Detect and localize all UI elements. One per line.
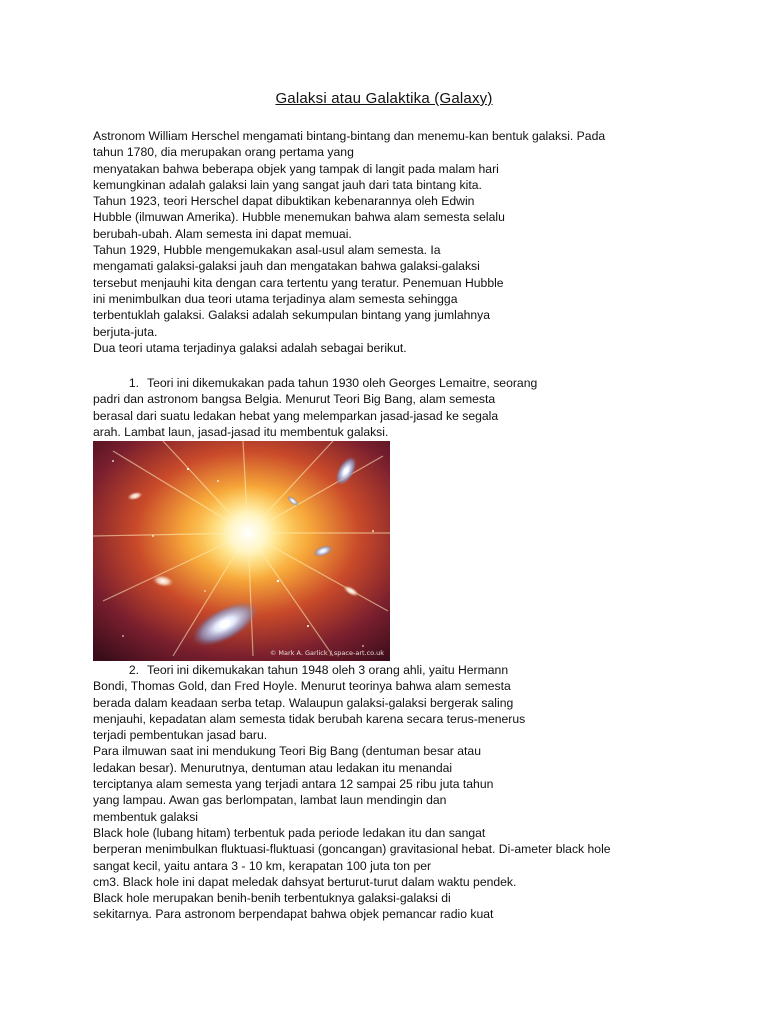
- text-line: Astronom William Herschel mengamati bintang-bintang dan menemu-kan bentuk galaksi. Pada: [93, 129, 606, 143]
- text-line: tahun 1780, dia merupakan orang pertama yang: [93, 145, 354, 160]
- list-item-1: [93, 375, 693, 440]
- text-line: Teori ini dikemukakan pada tahun 1930 oleh Georges Lemaitre, seorang: [147, 376, 538, 390]
- image-credit: © Mark A. Garlick / space-art.co.uk: [269, 649, 384, 657]
- text-line: Hubble (ilmuwan Amerika). Hubble menemukan bahwa alam semesta selalu: [93, 210, 505, 225]
- text-line: Dua teori utama terjadinya galaksi adalah sebagai berikut.: [93, 340, 407, 355]
- text-line: menyatakan bahwa beberapa objek yang tampak di langit pada malam hari: [93, 161, 499, 176]
- text-line: cm3. Black hole ini dapat meledak dahsyat berturut-turut dalam waktu pendek.: [93, 874, 517, 889]
- big-bang-illustration: [93, 441, 390, 661]
- text-line: sangat kecil, yaitu antara 3 - 10 km, kerapatan 100 juta ton per: [93, 858, 432, 873]
- text-line: berjuta-juta.: [93, 324, 158, 339]
- document-title: Galaksi atau Galaktika (Galaxy): [275, 90, 493, 107]
- text-line: Teori ini dikemukakan tahun 1948 oleh 3 orang ahli, yaitu Hermann: [147, 663, 509, 677]
- text-line: yang lampau. Awan gas berlompatan, lambat laun mendingin dan: [93, 793, 447, 808]
- text-line: ledakan besar). Menurutnya, dentuman atau ledakan itu menandai: [93, 760, 453, 775]
- text-line: Black hole (lubang hitam) terbentuk pada periode ledakan itu dan sangat: [93, 825, 486, 840]
- text-line: sekitarnya. Para astronom berpendapat bahwa objek pemancar radio kuat: [93, 907, 494, 922]
- text-line: berada dalam keadaan serba tetap. Walaupun galaksi-galaksi bergerak saling: [93, 695, 514, 710]
- big-bang-svg: [93, 441, 390, 661]
- text-line: Tahun 1923, teori Herschel dapat dibuktikan kebenarannya oleh Edwin: [93, 194, 475, 209]
- list-number: 2.: [128, 663, 139, 677]
- text-line: kemungkinan adalah galaksi lain yang sangat jauh dari tata bintang kita.: [93, 177, 482, 192]
- list-number: 1.: [128, 376, 139, 390]
- text-line: Tahun 1929, Hubble mengemukakan asal-usul alam semesta. Ia: [93, 243, 441, 258]
- text-line: terjadi pembentukan jasad baru.: [93, 728, 268, 743]
- text-line: ini menimbulkan dua teori utama terjadinya alam semesta sehingga: [93, 291, 458, 306]
- text-line: terciptanya alam semesta yang terjadi antara 12 sampai 25 ribu juta tahun: [93, 777, 494, 792]
- text-line: berubah-ubah. Alam semesta ini dapat memuai.: [93, 226, 352, 241]
- intro-paragraph: [93, 128, 693, 356]
- text-line: mengamati galaksi-galaksi jauh dan mengatakan bahwa galaksi-galaksi: [93, 259, 480, 274]
- text-line: Black hole merupakan benih-benih terbentuknya galaksi-galaksi di: [93, 891, 451, 906]
- explosion-core: [200, 485, 296, 581]
- text-line: menjauhi, kepadatan alam semesta tidak berubah karena secara terus-menerus: [93, 711, 526, 726]
- text-line: membentuk galaksi: [93, 809, 198, 824]
- text-line: terbentuklah galaksi. Galaksi adalah sekumpulan bintang yang jumlahnya: [93, 308, 491, 323]
- text-line: berperan menimbulkan fluktuasi-fluktuasi (goncangan) gravitasional hebat. Di-ameter black hole: [93, 842, 611, 857]
- text-line: Para ilmuwan saat ini mendukung Teori Big Bang (dentuman besar atau: [93, 744, 481, 759]
- text-line: padri dan astronom bangsa Belgia. Menurut Teori Big Bang, alam semesta: [93, 392, 496, 407]
- text-line: arah. Lambat laun, jasad-jasad itu membentuk galaksi.: [93, 424, 389, 439]
- list-item-2: [93, 662, 693, 923]
- text-line: berasal dari suatu ledakan hebat yang melemparkan jasad-jasad ke segala: [93, 408, 499, 423]
- text-line: Bondi, Thomas Gold, dan Fred Hoyle. Menurut teorinya bahwa alam semesta: [93, 679, 511, 694]
- text-line: tersebut menjauhi kita dengan cara tertentu yang teratur. Penemuan Hubble: [93, 275, 504, 290]
